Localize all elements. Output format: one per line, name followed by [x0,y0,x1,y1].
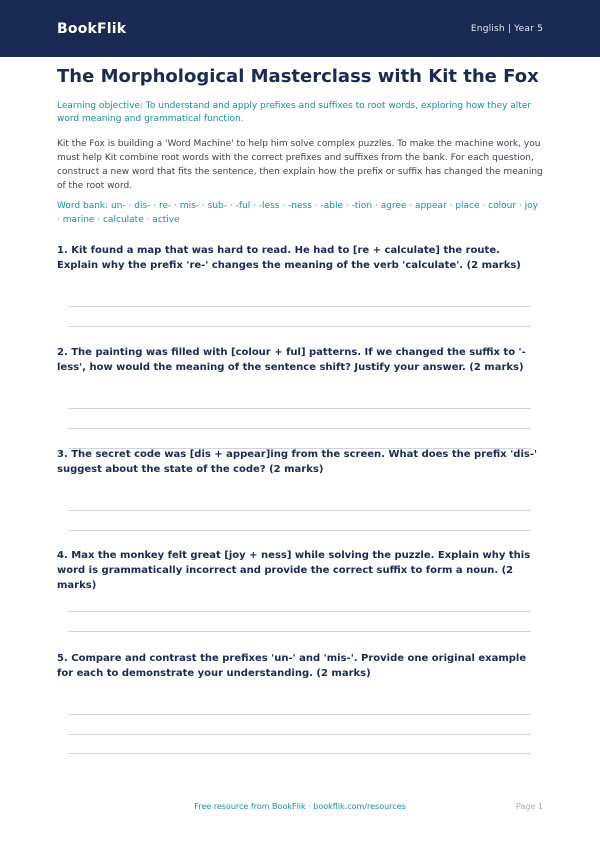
answer-line[interactable] [68,714,531,715]
page-title: The Morphological Masterclass with Kit the Fox [57,66,539,87]
subject-year-label: English | Year 5 [470,23,543,34]
answer-line[interactable] [68,734,531,735]
answer-line[interactable] [68,753,531,754]
answer-line[interactable] [68,408,531,409]
answer-line[interactable] [68,611,531,612]
page-number: Page 1 [516,802,543,811]
answer-line[interactable] [68,530,531,531]
word-bank: Word bank: un- · dis- · re- · mis- · sub- · -ful · -less · -ness · -able · -tion · agree · appear · place · colour · joy · marine · calculate · active [57,201,538,225]
question-5: 5. Compare and contrast the prefixes 'un-' and 'mis-'. Provide one original example for each to demonstrate your understanding. (2 marks) [57,653,527,679]
answer-line[interactable] [68,326,531,327]
answer-line[interactable] [68,306,531,307]
question-3: 3. The secret code was [dis + appear]ing from the screen. What does the prefix 'dis-' suggest about the state of the code? (2 marks) [57,449,538,475]
page-header [0,0,600,57]
intro-paragraph: Kit the Fox is building a 'Word Machine' to help him solve complex puzzles. To make the machine work, you must help Kit combine root words with the correct prefixes and suffixes from the bank. For each question, construct a new word that fits the sentence, then explain how the prefix or suffix has changed the meaning of the root word. [57,139,543,191]
footer-source-link[interactable]: Free resource from BookFlik · bookflik.com/resources [194,802,406,811]
question-2: 2. The painting was filled with [colour + ful] patterns. If we changed the suffix to '-less', how would the meaning of the sentence shift? Justify your answer. (2 marks) [57,347,526,373]
question-4: 4. Max the monkey felt great [joy + ness] while solving the puzzle. Explain why this word is grammatically incorrect and provide the correct suffix to form a noun. (2 marks) [57,550,531,591]
page-footer [0,802,600,814]
learning-objective: Learning objective: To understand and apply prefixes and suffixes to root words, exploring how they alter word meaning and grammatical function. [57,101,532,124]
question-1: 1. Kit found a map that was hard to read. He had to [re + calculate] the route. Explain why the prefix 're-' changes the meaning of the verb 'calculate'. (2 marks) [57,245,521,271]
answer-line[interactable] [68,428,531,429]
brand-logo-text: BookFlik [57,20,127,37]
answer-line[interactable] [68,510,531,511]
answer-line[interactable] [68,631,531,632]
